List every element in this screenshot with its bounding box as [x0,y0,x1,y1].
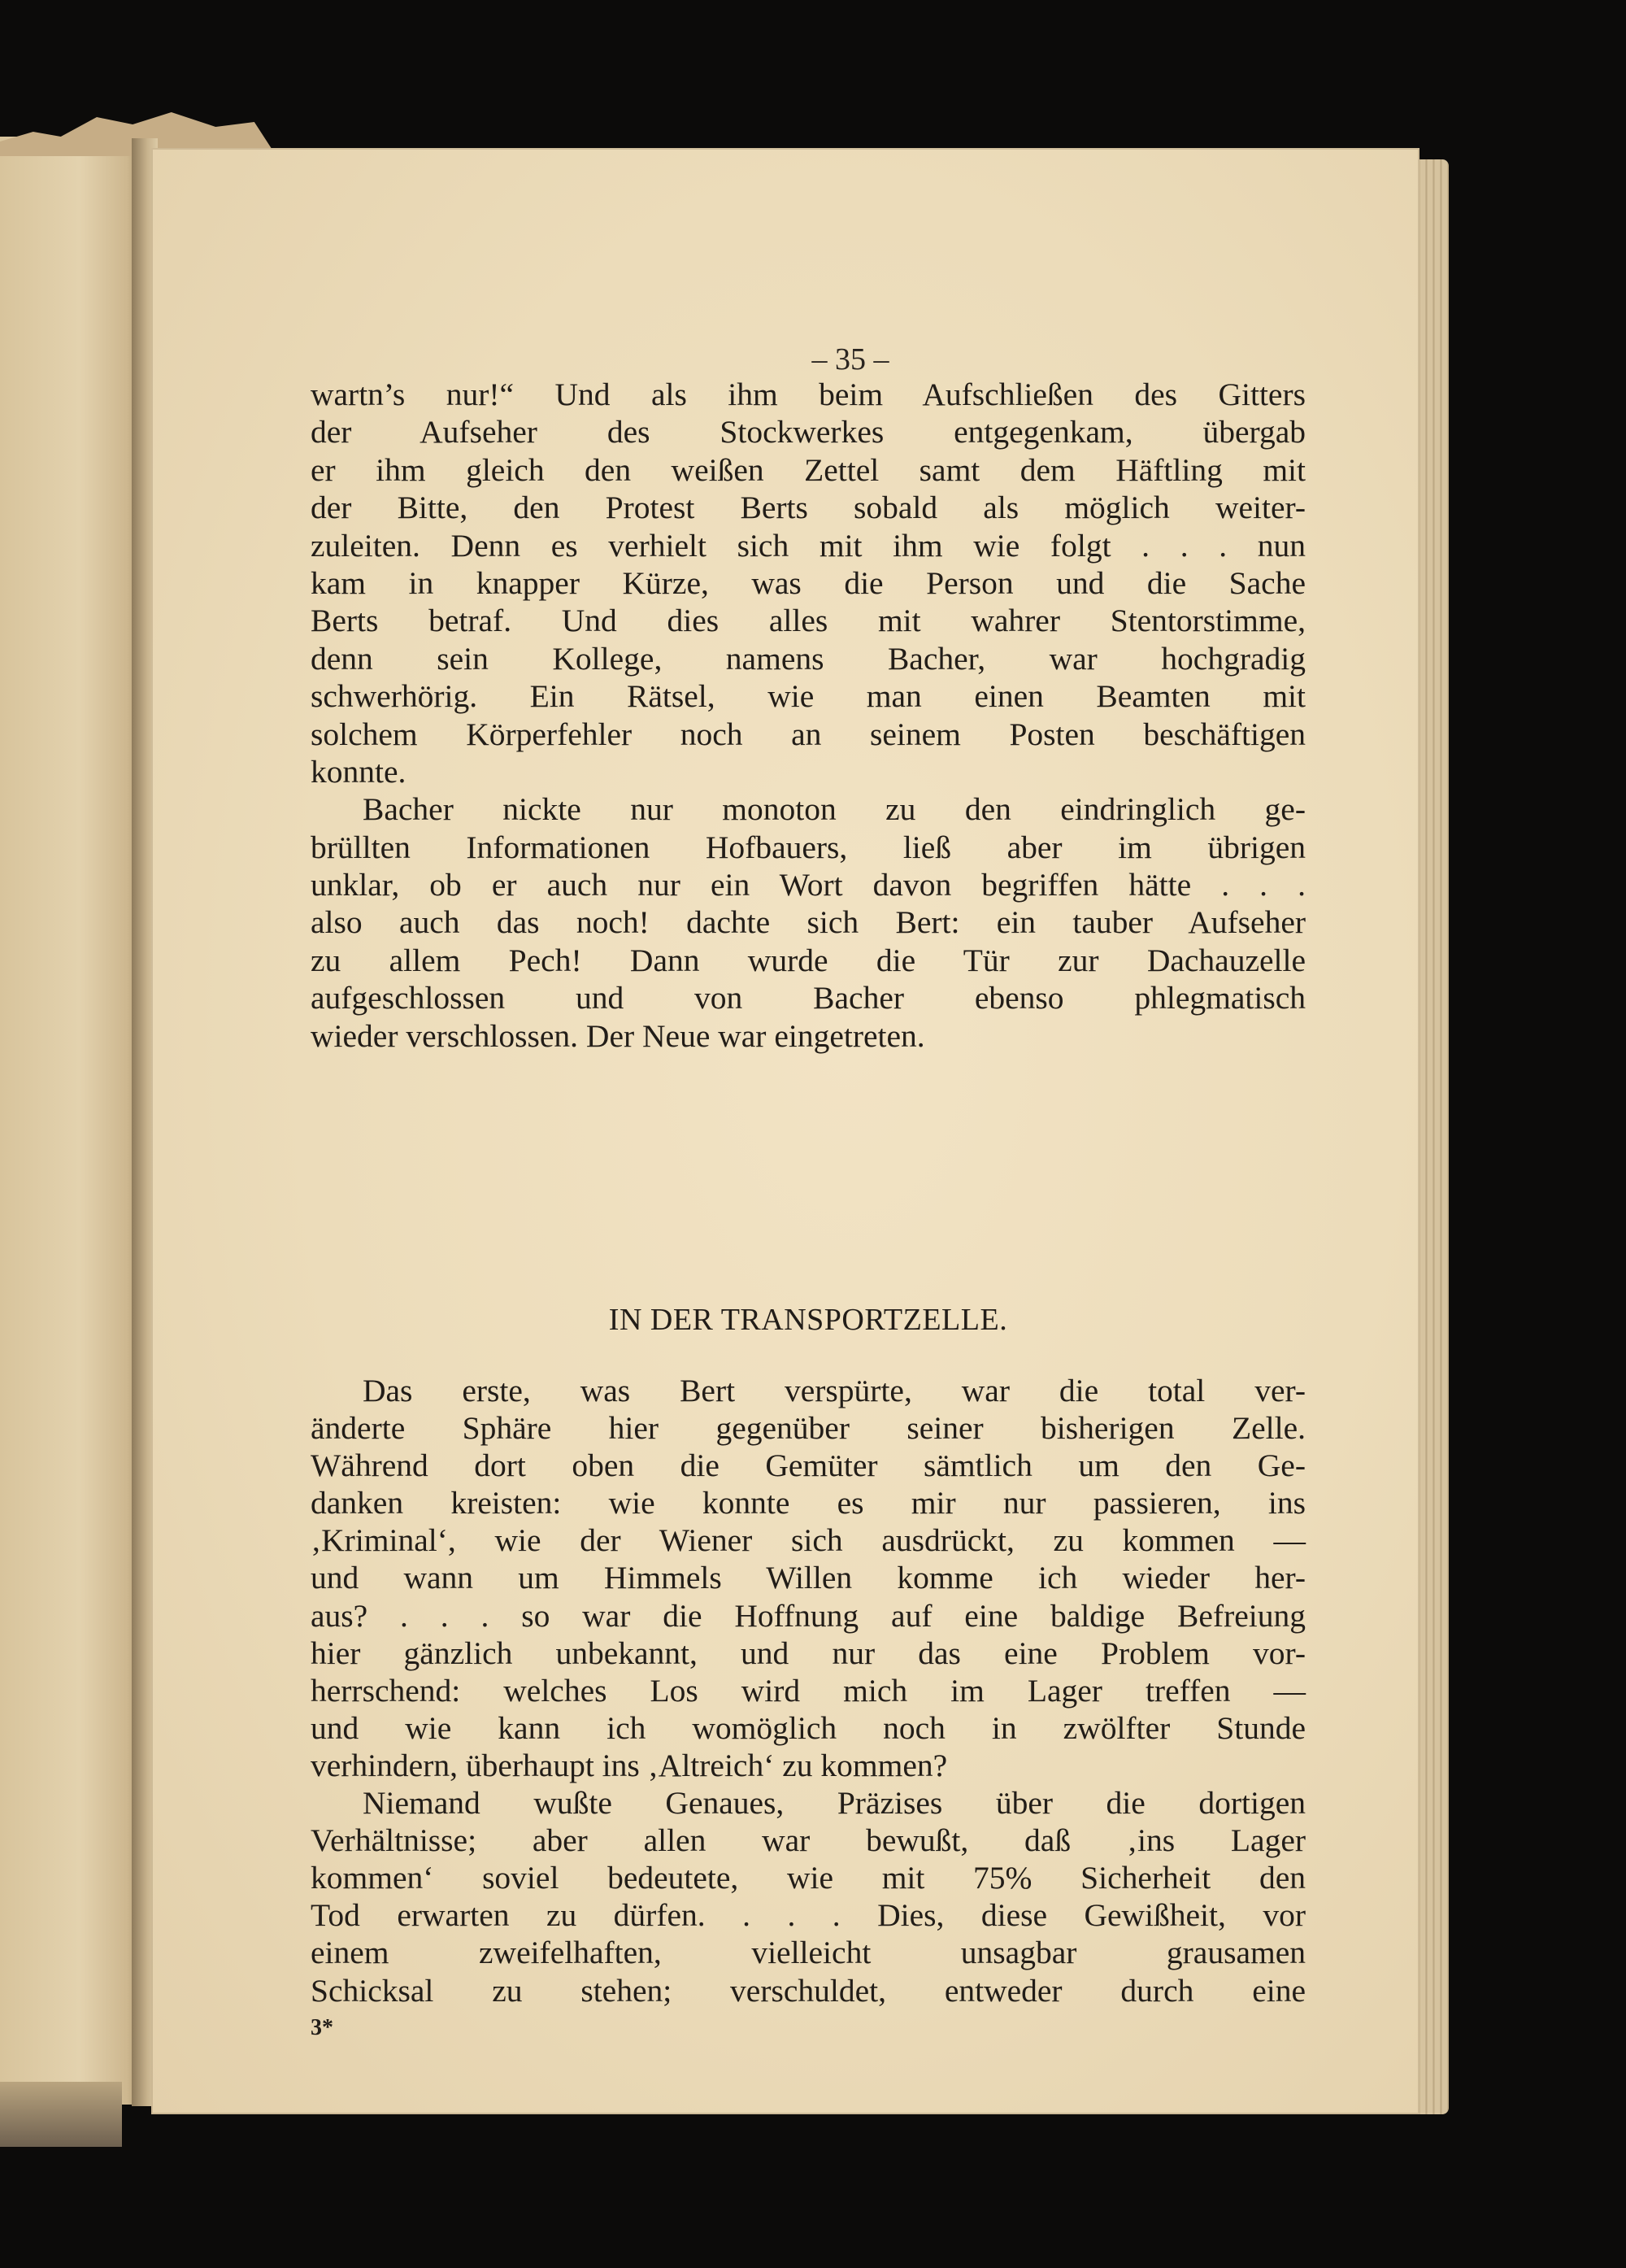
text-line: danken kreisten: wie konnte es mir nur passieren, ins [311,1485,1306,1521]
text-line: denn sein Kollege, namens Bacher, war hochgradig [311,640,1306,677]
text-line: solchem Körperfehler noch an seinem Posten beschäftigen [311,716,1306,752]
page-number: – 35 – [811,342,889,377]
text-line: der Aufseher des Stockwerkes entgegenkam, übergab [311,414,1306,451]
text-line: er ihm gleich den weißen Zettel samt dem Häftling mit [311,451,1306,488]
text-block-top [311,376,1306,1055]
text-line: verhindern, überhaupt ins ‚Altreich‘ zu kommen? [311,1747,948,1783]
text-line: wartn’s nur!“ Und als ihm beim Aufschließen des Gitters [311,377,1306,412]
text-line: änderte Sphäre hier gegenüber seiner bisherigen Zelle. [311,1410,1306,1447]
text-block-bottom [311,1372,1306,2009]
text-line: und wie kann ich womöglich noch in zwölfter Stunde [311,1709,1306,1746]
text-line: Während dort oben die Gemüter sämtlich um den Ge- [311,1447,1306,1484]
text-line: hier gänzlich unbekannt, und nur das eine Problem vor- [311,1635,1306,1671]
paragraph [311,1784,1306,2009]
text-line: Bacher nickte nur monoton zu den eindringlich ge- [363,791,1306,828]
text-line: aus? . . . so war die Hoffnung auf eine baldige Befreiung [311,1597,1306,1634]
book-cover-corner [0,2082,122,2147]
text-line: konnte. [311,753,406,790]
text-line: einem zweifelhaften, vielleicht unsagbar grausamen [311,1935,1306,1971]
text-line: unklar, ob er auch nur ein Wort davon begriffen hätte . . . [311,867,1306,903]
text-line: ‚Kriminal‘, wie der Wiener sich ausdrückt, zu kommen — [311,1522,1306,1559]
text-line: also auch das noch! dachte sich Bert: ein tauber Aufseher [311,904,1306,941]
text-line: Berts betraf. Und dies alles mit wahrer Stentorstimme, [311,603,1306,639]
text-line: wieder verschlossen. Der Neue war eingetreten. [311,1017,925,1054]
text-line: der Bitte, den Protest Berts sobald als möglich weiter- [311,490,1306,526]
paragraph [311,376,1306,790]
text-line: Tod erwarten zu dürfen. . . . Dies, diese Gewißheit, vor [311,1897,1306,1934]
text-line: Niemand wußte Genaues, Präzises über die dortigen [363,1785,1306,1822]
previous-page-edge [0,137,145,2105]
paragraph [311,1372,1306,1784]
text-line: und wann um Himmels Willen komme ich wieder her- [311,1560,1306,1596]
text-line: schwerhörig. Ein Rätsel, wie man einen Beamten mit [311,678,1306,715]
signature-mark: 3* [311,2015,333,2040]
text-line: zu allem Pech! Dann wurde die Tür zur Dachauzelle [311,942,1306,978]
text-line: aufgeschlossen und von Bacher ebenso phlegmatisch [311,980,1306,1016]
paragraph [311,790,1306,1055]
section-heading: IN DER TRANSPORTZELLE. [608,1303,1008,1337]
text-line: Verhältnisse; aber allen war bewußt, daß ‚ins Lager [311,1822,1306,1859]
text-line: Schicksal zu stehen; verschuldet, entweder durch eine [311,1972,1306,2009]
book-page [151,148,1419,2114]
text-line: brüllten Informationen Hofbauers, ließ aber im übrigen [311,829,1306,865]
text-line: Das erste, was Bert verspürte, war die total ver- [363,1373,1306,1408]
text-line: herrschend: welches Los wird mich im Lager treffen — [311,1672,1306,1709]
text-line: kommen‘ soviel bedeutete, wie mit 75% Sicherheit den [311,1860,1306,1896]
text-line: zuleiten. Denn es verhielt sich mit ihm wie folgt . . . nun [311,527,1306,564]
text-line: kam in knapper Kürze, was die Person und die Sache [311,564,1306,601]
